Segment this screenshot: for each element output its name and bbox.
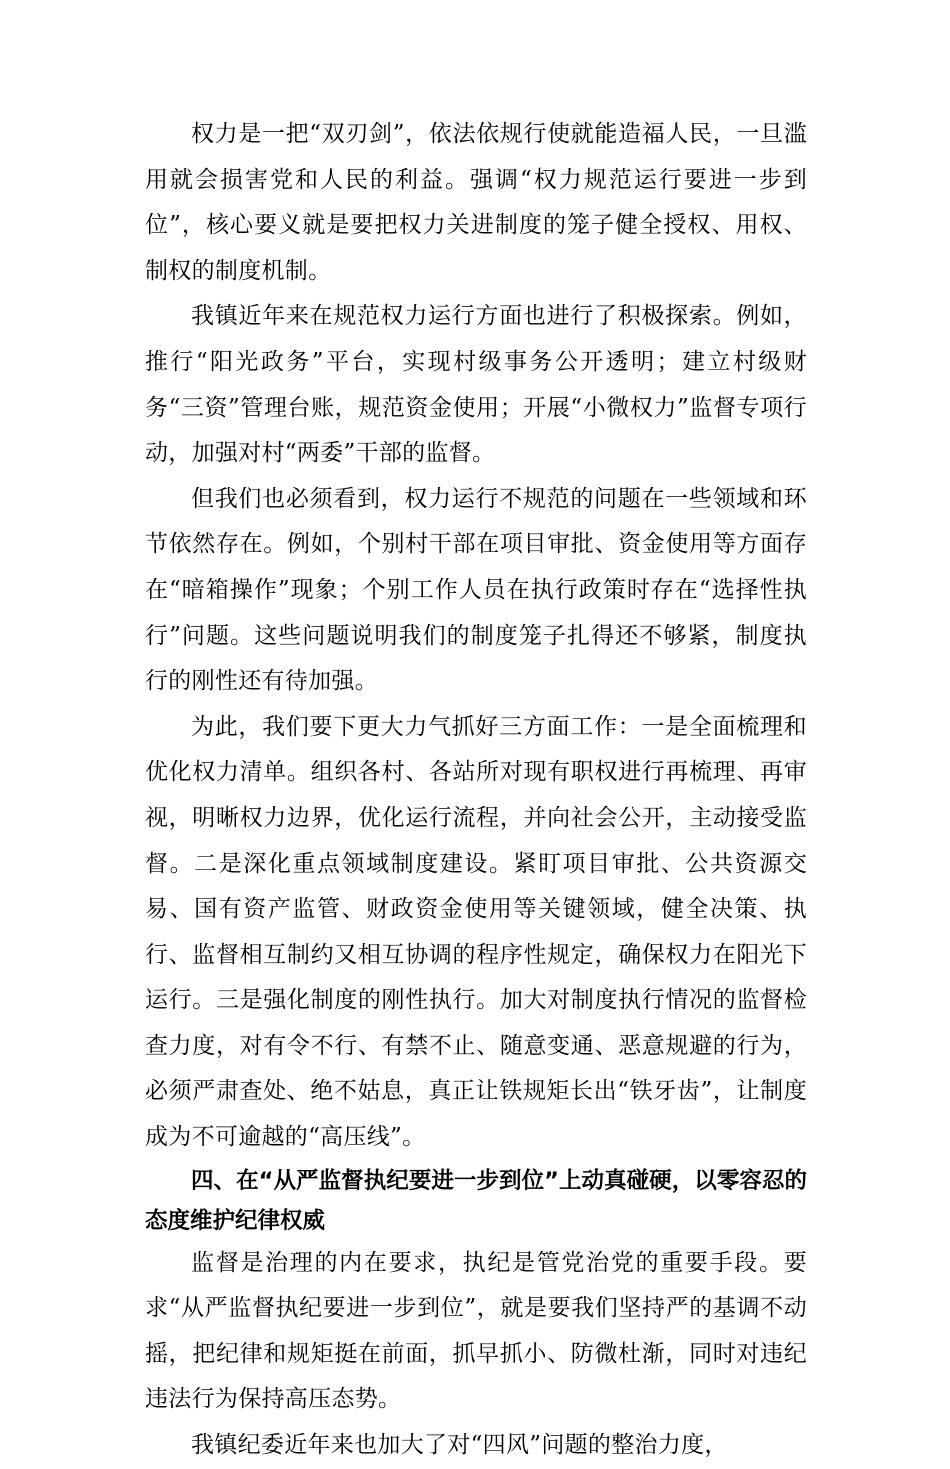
paragraph-power-double-edged: 权力是一把“双刃剑”，依法依规行使就能造福人民，一旦滥用就会损害党和人民的利益。强调“权力规范运行要进一步到位”，核心要义就是要把权力关进制度的笼子健全授权、用权、制权的制度机制。: [145, 121, 807, 284]
paragraph-town-exploration: 我镇近年来在规范权力运行方面也进行了积极探索。例如，推行“阳光政务”平台，实现村级事务公开透明；建立村级财务“三资”管理台账，规范资金使用；开展“小微权力”监督专项行动，加强对村“两委”干部的监督。: [145, 303, 807, 467]
document-page: [145, 112, 807, 1469]
paragraph-four-winds: 我镇纪委近年来也加大了对“四风”问题的整治力度，: [191, 1432, 728, 1459]
paragraph-existing-problems: 但我们也必须看到，权力运行不规范的问题在一些领域和环节依然存在。例如，个别村干部在项目审批、资金使用等方面存在“暗箱操作”现象；个别工作人员在执行政策时存在“选择性执行”问题。这些问题说明我们的制度笼子扎得还不够紧，制度执行的刚性还有待加强。: [145, 485, 807, 695]
section-heading-four: 四、在“从严监督执纪要进一步到位”上动真碰硬，以零容忍的态度维护纪律权威: [145, 1167, 807, 1234]
paragraph-three-tasks: 为此，我们要下更大力气抓好三方面工作：一是全面梳理和优化权力清单。组织各村、各站所对现有职权进行再梳理、再审视，明晰权力边界，优化运行流程，并向社会公开，主动接受监督。二是深化重点领域制度建设。紧盯项目审批、公共资源交易、国有资产监管、财政资金使用等关键领域，健全决策、执行、监督相互制约又相互协调的程序性规定，确保权力在阳光下运行。三是强化制度的刚性执行。加大对制度执行情况的监督检查力度，对有令不行、有禁不止、随意变通、恶意规避的行为，必须严肃查处、绝不姑息，真正让铁规矩长出“铁牙齿”，让制度成为不可逾越的“高压线”。: [145, 713, 807, 1151]
paragraph-supervision: 监督是治理的内在要求，执纪是管党治党的重要手段。要求“从严监督执纪要进一步到位”，就是要我们坚持严的基调不动摇，把纪律和规矩挺在前面，抓早抓小、防微杜渐，同时对违纪违法行为保持高压态势。: [145, 1249, 807, 1413]
